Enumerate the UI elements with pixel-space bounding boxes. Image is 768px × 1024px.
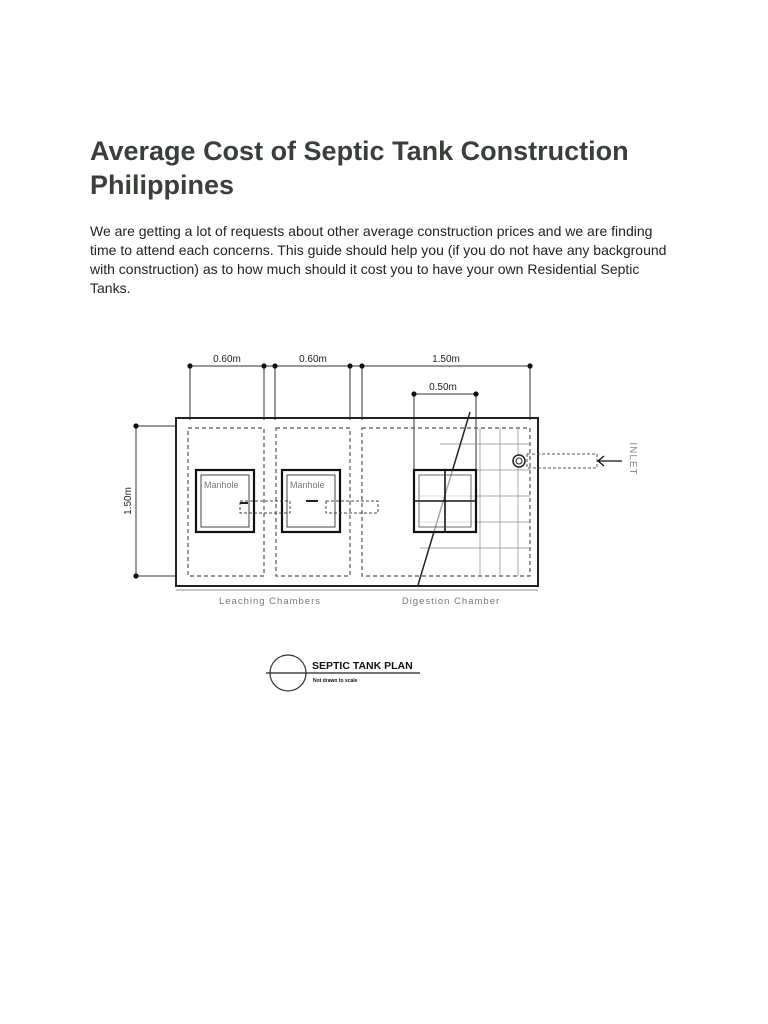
article-title: Average Cost of Septic Tank Construction Philippines xyxy=(90,136,629,200)
dimension-depth: 1.50m xyxy=(123,487,134,515)
digestion-chamber-label: Digestion Chamber xyxy=(401,596,501,607)
top-dimension-line xyxy=(190,366,530,420)
plan-note: Not drawn to scale xyxy=(313,678,358,684)
dimension-digestion: 1.50m xyxy=(432,354,460,365)
opening-dimension-line xyxy=(414,394,476,470)
inlet-arrow xyxy=(598,456,622,466)
left-dimension-line xyxy=(136,426,176,576)
plan-title: SEPTIC TANK PLAN xyxy=(312,660,413,672)
inlet-pipe xyxy=(513,454,597,468)
digestion-manhole xyxy=(414,470,476,532)
dimension-opening: 0.50m xyxy=(429,382,457,393)
manhole-2-label: Manhole xyxy=(290,480,325,490)
inlet-label: INLET xyxy=(627,442,638,476)
dimension-chamber-2: 0.60m xyxy=(299,354,327,365)
septic-tank-plan-drawing xyxy=(100,340,660,710)
article-intro: We are getting a lot of requests about other average construction prices and we are finding time to attend each concerns. This guide should help you (if you do not have any background with construction) as to how much should it cost you to have your own Residential Septic Tanks. xyxy=(90,223,667,296)
manhole-1-label: Manhole xyxy=(204,480,239,490)
dimension-chamber-1: 0.60m xyxy=(213,354,241,365)
leaching-chambers-label: Leaching Chambers xyxy=(218,596,322,607)
